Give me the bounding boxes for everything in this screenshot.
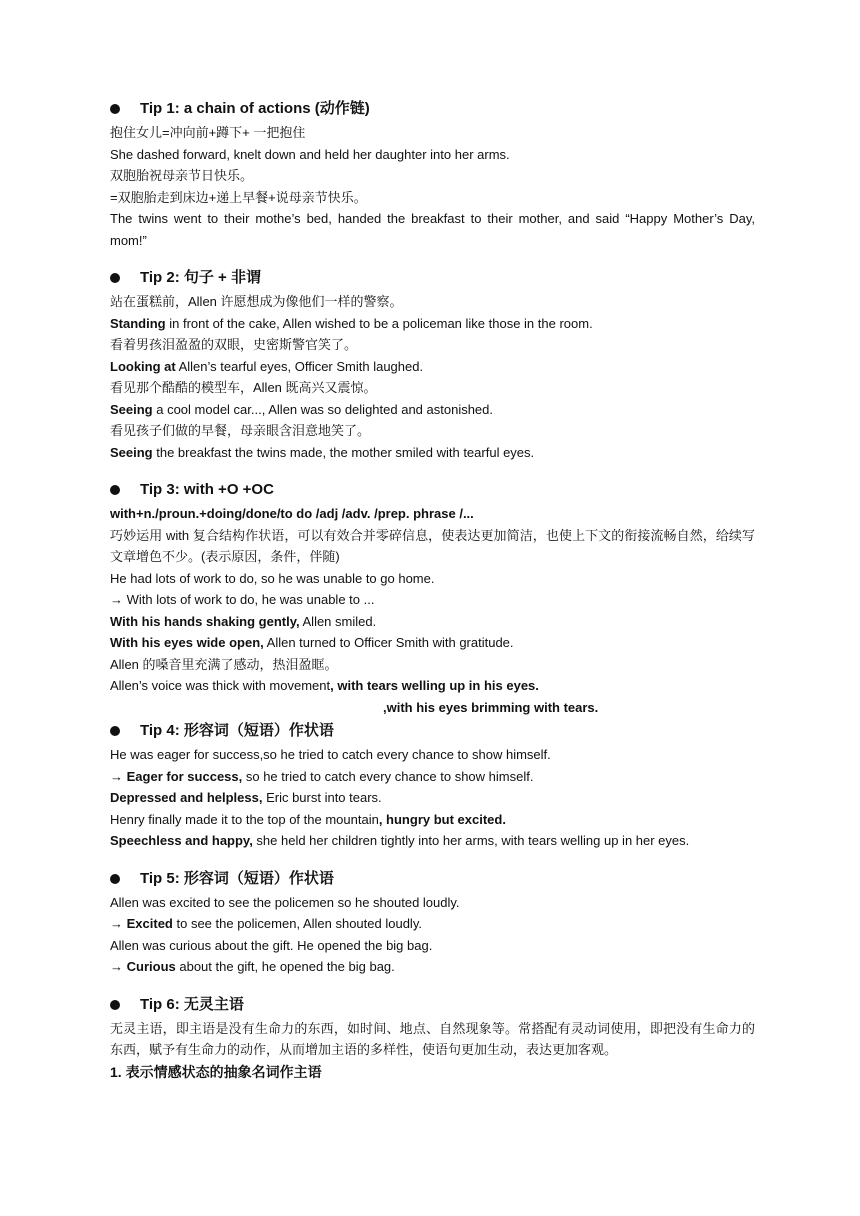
bold-phrase: Depressed and helpless, xyxy=(110,790,263,805)
line-text: Allen turned to Officer Smith with gratitude. xyxy=(263,635,514,650)
tip2-heading xyxy=(110,265,755,291)
tip3-title: Tip 3: with +O +OC xyxy=(140,481,274,498)
line-text: to see the policemen, Allen shouted loudly. xyxy=(172,916,422,931)
tip4-line xyxy=(110,809,755,831)
tip3-line: Allen 的嗓音里充满了感动，热泪盈眶。 xyxy=(110,656,338,672)
tip1-line: 抱住女儿=冲向前+蹲下+ 一把抱住 xyxy=(110,125,306,140)
tip2-line xyxy=(110,356,755,378)
bullet-icon xyxy=(110,1000,120,1010)
tip3-line xyxy=(110,697,755,719)
arrow-icon: → xyxy=(110,768,127,784)
tip2-line: 站在蛋糕前，Allen 许愿想成为像他们一样的警察。 xyxy=(110,294,403,309)
bullet-icon xyxy=(110,874,120,884)
tip2-line: 看着男孩泪盈盈的双眼，史密斯警官笑了。 xyxy=(110,337,358,352)
tip5-line: Allen was excited to see the policemen so he shouted loudly. xyxy=(110,894,460,910)
bold-phrase: Seeing xyxy=(110,401,153,417)
line-text: Allen smiled. xyxy=(299,613,377,629)
bold-phrase: , with tears welling up in his eyes. xyxy=(330,678,539,693)
tip2-line xyxy=(110,399,755,421)
tip4-line: He was eager for success,so he tried to catch every chance to show himself. xyxy=(110,747,551,762)
tip2-line: 看见孩子们做的早餐，母亲眼含泪意地笑了。 xyxy=(110,423,371,438)
tip3-heading xyxy=(110,477,755,503)
tip4-title: Tip 4: 形容词（短语）作状语 xyxy=(140,722,334,739)
tip1-line: =双胞胎走到床边+递上早餐+说母亲节快乐。 xyxy=(110,189,367,205)
tip1-line: 双胞胎祝母亲节日快乐。 xyxy=(110,168,254,183)
tip5-heading xyxy=(110,866,755,892)
line-text: so he tried to catch every chance to show himself. xyxy=(242,768,534,784)
tip3-line xyxy=(110,675,755,697)
bold-phrase: Standing xyxy=(110,315,166,331)
bullet-icon xyxy=(110,726,120,736)
bold-phrase: Curious xyxy=(126,959,176,974)
tip4-line xyxy=(110,830,755,852)
tip5-line xyxy=(110,913,755,935)
tip2-line xyxy=(110,442,755,464)
bold-phrase: Speechless and happy, xyxy=(110,833,253,848)
tip1-heading xyxy=(110,96,755,122)
tip3-line: He had lots of work to do, so he was unable to go home. xyxy=(110,570,435,586)
tip3-formula xyxy=(110,503,755,525)
line-text: Allen’s tearful eyes, Officer Smith laughed. xyxy=(175,358,424,374)
line-text: Eric burst into tears. xyxy=(262,790,382,805)
tip5-line xyxy=(110,956,755,978)
tip5-title: Tip 5: 形容词（短语）作状语 xyxy=(140,869,334,887)
tip6-description: 无灵主语，即主语是没有生命力的东西，如时间、地点、自然现象等。常搭配有灵动词使用，即把没有生命力的东西，赋予有生命力的动作，从而增加主语的多样性，使语句更加生动，表达更加客观。 xyxy=(110,1020,755,1057)
tip1-title: Tip 1: a chain of actions (动作链) xyxy=(140,100,370,117)
tip3-line: → With lots of work to do, he was unable to ... xyxy=(110,592,375,607)
arrow-icon: → xyxy=(110,916,127,931)
tip2-title: Tip 2: 句子 + 非谓 xyxy=(140,269,261,286)
bold-phrase: , hungry but excited. xyxy=(378,811,506,827)
document-page xyxy=(110,96,755,1083)
bold-phrase: with+n./proun.+doing/done/to do /adj /adv. /prep. phrase /... xyxy=(110,506,474,521)
tip3-description: 巧妙运用 with 复合结构作状语，可以有效合并零碎信息，使表达更加简洁，也使上下文的衔接流畅自然，给续写文章增色不少。(表示原因，条件，伴随) xyxy=(110,527,755,564)
bold-phrase: With his eyes wide open, xyxy=(110,635,264,650)
line-text: the breakfast the twins made, the mother smiled with tearful eyes. xyxy=(152,444,535,460)
bold-phrase: With his hands shaking gently, xyxy=(110,613,300,629)
bold-phrase: Excited xyxy=(126,916,173,931)
tip2-line xyxy=(110,313,755,335)
bold-phrase: Eager for success, xyxy=(126,768,243,784)
bullet-icon xyxy=(110,273,120,283)
tip6-subheading: 1. 表示情感状态的抽象名词作主语 xyxy=(110,1063,322,1080)
tip1-line: She dashed forward, knelt down and held her daughter into her arms. xyxy=(110,146,510,162)
tip5-line: Allen was curious about the gift. He opened the big bag. xyxy=(110,937,433,953)
bold-phrase: Seeing xyxy=(110,444,153,460)
line-text: Henry finally made it to the top of the mountain xyxy=(110,811,379,827)
bold-phrase: ,with his eyes brimming with tears. xyxy=(383,699,599,715)
line-text: in front of the cake, Allen wished to be a policeman like those in the room. xyxy=(165,315,593,331)
tip4-line xyxy=(110,766,755,788)
arrow-icon: → xyxy=(110,959,127,974)
tip3-line xyxy=(110,632,755,654)
bullet-icon xyxy=(110,485,120,495)
bold-phrase: Looking at xyxy=(110,358,176,374)
tip4-heading xyxy=(110,718,755,744)
tip2-line: 看见那个酷酷的模型车，Allen 既高兴又震惊。 xyxy=(110,380,377,395)
bullet-icon xyxy=(110,104,120,114)
line-text: about the gift, he opened the big bag. xyxy=(175,959,395,974)
tip6-title: Tip 6: 无灵主语 xyxy=(140,995,244,1013)
line-text: she held her children tightly into her arms, with tears welling up in her eyes. xyxy=(252,833,690,848)
tip3-line xyxy=(110,611,755,633)
tip6-heading xyxy=(110,992,755,1018)
line-text: Allen’s voice was thick with movement xyxy=(110,678,331,693)
line-text: a cool model car..., Allen was so delighted and astonished. xyxy=(152,401,494,417)
tip1-line: The twins went to their mothe’s bed, handed the breakfast to their mother, and said “Happy Mother’s Day, mom!” xyxy=(110,211,755,248)
tip4-line xyxy=(110,787,755,809)
